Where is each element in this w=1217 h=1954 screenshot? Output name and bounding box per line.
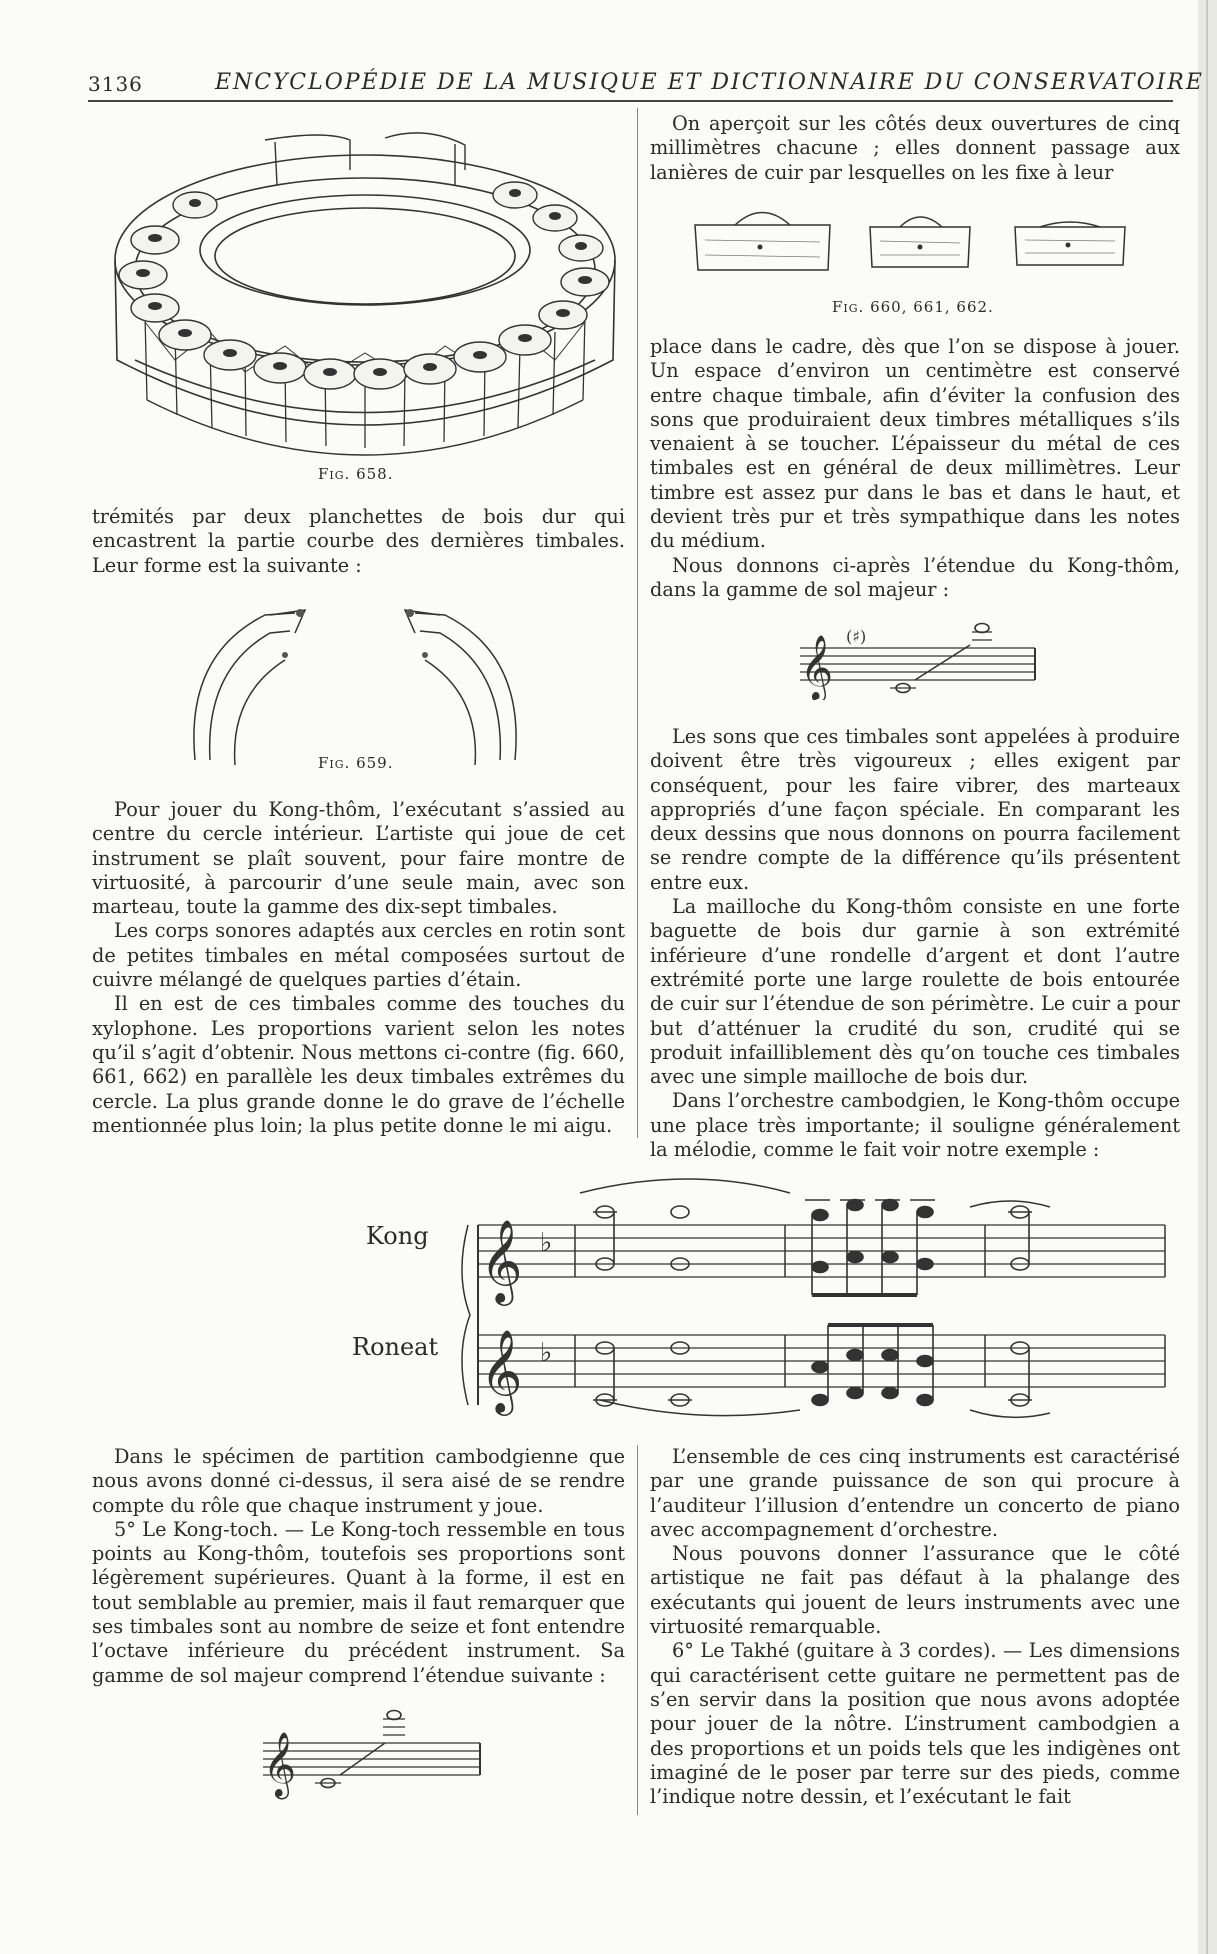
paragraph: Nous donnons ci-après l’étendue du Kong-thôm, dans la gamme de sol majeur :: [650, 553, 1180, 601]
header-rule: [88, 100, 1173, 102]
svg-text:♭: ♭: [540, 1228, 553, 1258]
right-text-mid: [650, 335, 1180, 602]
kong-toch-range-staff: [255, 1705, 485, 1800]
svg-text:𝄞: 𝄞: [480, 1328, 523, 1412]
fig-660-662-caption: Fig. 660, 661, 662.: [832, 298, 994, 316]
paragraph: Nous pouvons donner l’assurance que le côté artistique ne fait pas défaut à la phalange des exécutants qui jouent de leurs instruments avec une virtuosité remarquable.: [650, 1542, 1180, 1639]
fig-658-caption: Fig. 658.: [318, 465, 394, 483]
paragraph: Dans l’orchestre cambodgien, le Kong-thôm occupe une place très importante; il souligne généralement la mélodie, comme le fait voir notre exemple :: [650, 1089, 1180, 1162]
fig-658-kong-thom-illustration: [95, 110, 635, 470]
right-text-low: [650, 725, 1180, 1162]
paragraph: 6° Le Takhé (guitare à 3 cordes). — Les dimensions qui caractérisent cette guitare ne permettent pas de s’en servir dans la position que nous avons adoptée pour jouer de la nôtre. L’instrument cambodgien a des proportions et un poids tels que les indigènes ont imaginé de le poser par terre sur des pieds, comme l’indique notre dessin, et l’exécutant le fait: [650, 1639, 1180, 1809]
score-label-roneat: Roneat: [352, 1333, 439, 1361]
column-divider-lower: [637, 1445, 638, 1815]
running-title: ENCYCLOPÉDIE DE LA MUSIQUE ET DICTIONNAIRE DU CONSERVATOIRE: [215, 70, 1204, 95]
svg-text:(♯): (♯): [846, 627, 867, 646]
left-text-top: [92, 505, 625, 578]
kong-thom-range-staff: [790, 620, 1040, 700]
svg-text:𝄞: 𝄞: [480, 1218, 523, 1302]
page-edge-line: [1206, 0, 1208, 1954]
svg-text:♭: ♭: [540, 1338, 553, 1368]
page-number: 3136: [88, 72, 143, 96]
right-text-top: [650, 112, 1180, 185]
fig-659-caption: Fig. 659.: [318, 754, 394, 772]
fig-659-planchettes-illustration: [175, 595, 535, 765]
kong-roneat-score: [450, 1155, 1170, 1425]
paragraph: 5° Le Kong-toch. — Le Kong-toch ressemble en tous points au Kong-thôm, toutefois ses proportions sont légèrement supérieures. Quant à la forme, il est en tout semblable au premier, mais il faut remarquer que ses timbales sont au nombre de seize et font entendre l’octave inférieure du précédent instrument. Sa gamme de sol majeur comprend l’étendue suivante :: [92, 1517, 625, 1687]
paragraph: place dans le cadre, dès que l’on se dispose à jouer. Un espace d’environ un centimètre est conservé entre chaque timbale, afin d’éviter la confusion des sons que produiraient deux timbres métalliques s’ils venaient à se toucher. L’épaisseur du métal de ces timbales est en général de deux millimètres. Leur timbre est assez pur dans le bas et dans le haut, et devient très pur et très sympathique dans les notes du médium.: [650, 335, 1180, 553]
fig-660-662-timbales-illustration: [690, 195, 1140, 280]
paragraph: trémités par deux planchettes de bois dur qui encastrent la partie courbe des dernières timbales. Leur forme est la suivante :: [92, 505, 625, 577]
paragraph: Il en est de ces timbales comme des touches du xylophone. Les proportions varient selon les notes qu’il s’agit d’obtenir. Nous mettons ci-contre (fig. 660, 661, 662) en parallèle les deux timbales extrêmes du cercle. La plus grande donne le do grave de l’échelle mentionnée plus loin; la plus petite donne le mi aigu.: [92, 992, 625, 1137]
left-text-bottom: [92, 1445, 625, 1688]
paragraph: Les sons que ces timbales sont appelées à produire doivent être très vigoureux ; elles exigent par conséquent, pour les faire vibrer, des marteaux appropriés d’une façon spéciale. En comparant les deux dessins que nous donnons on pourra facilement se rendre compte de la différence qu’ils présentent entre eux.: [650, 725, 1180, 894]
paragraph: Dans le spécimen de partition cambodgienne que nous avons donné ci-dessus, il sera aisé de se rendre compte du rôle que chaque instrument y joue.: [92, 1445, 625, 1517]
paragraph: L’ensemble de ces cinq instruments est caractérisé par une grande puissance de son qui procure à l’auditeur l’illusion d’entendre un concerto de piano avec accompagnement d’orchestre.: [650, 1445, 1180, 1541]
left-text-mid: [92, 798, 625, 1138]
svg-text:𝄞: 𝄞: [800, 635, 834, 700]
right-text-bottom: [650, 1445, 1180, 1809]
paragraph: On aperçoit sur les côtés deux ouvertures de cinq millimètres chacune ; elles donnent passage aux lanières de cuir par lesquelles on les fixe à leur: [650, 112, 1180, 184]
svg-text:𝄞: 𝄞: [263, 1732, 297, 1797]
score-label-kong: Kong: [366, 1222, 429, 1250]
column-divider: [637, 108, 638, 1138]
paragraph: La mailloche du Kong-thôm consiste en une forte baguette de bois dur garnie à son extrémité inférieure d’une rondelle d’argent et dont l’autre extrémité porte une large roulette de bois entourée de cuir sur l’étendue de son périmètre. Le cuir a pour but d’atténuer la crudité du son, crudité qui se produit infailliblement dès qu’on touche ces timbales avec une simple mailloche de bois dur.: [650, 895, 1180, 1089]
paragraph: Pour jouer du Kong-thôm, l’exécutant s’assied au centre du cercle intérieur. L’artiste qui joue de cet instrument se plaît souvent, pour faire montre de virtuosité, à parcourir d’une seule main, avec son marteau, toute la gamme des dix-sept timbales.: [92, 798, 625, 919]
paragraph: Les corps sonores adaptés aux cercles en rotin sont de petites timbales en métal composées surtout de cuivre mélangé de quelques parties d’étain.: [92, 919, 625, 992]
